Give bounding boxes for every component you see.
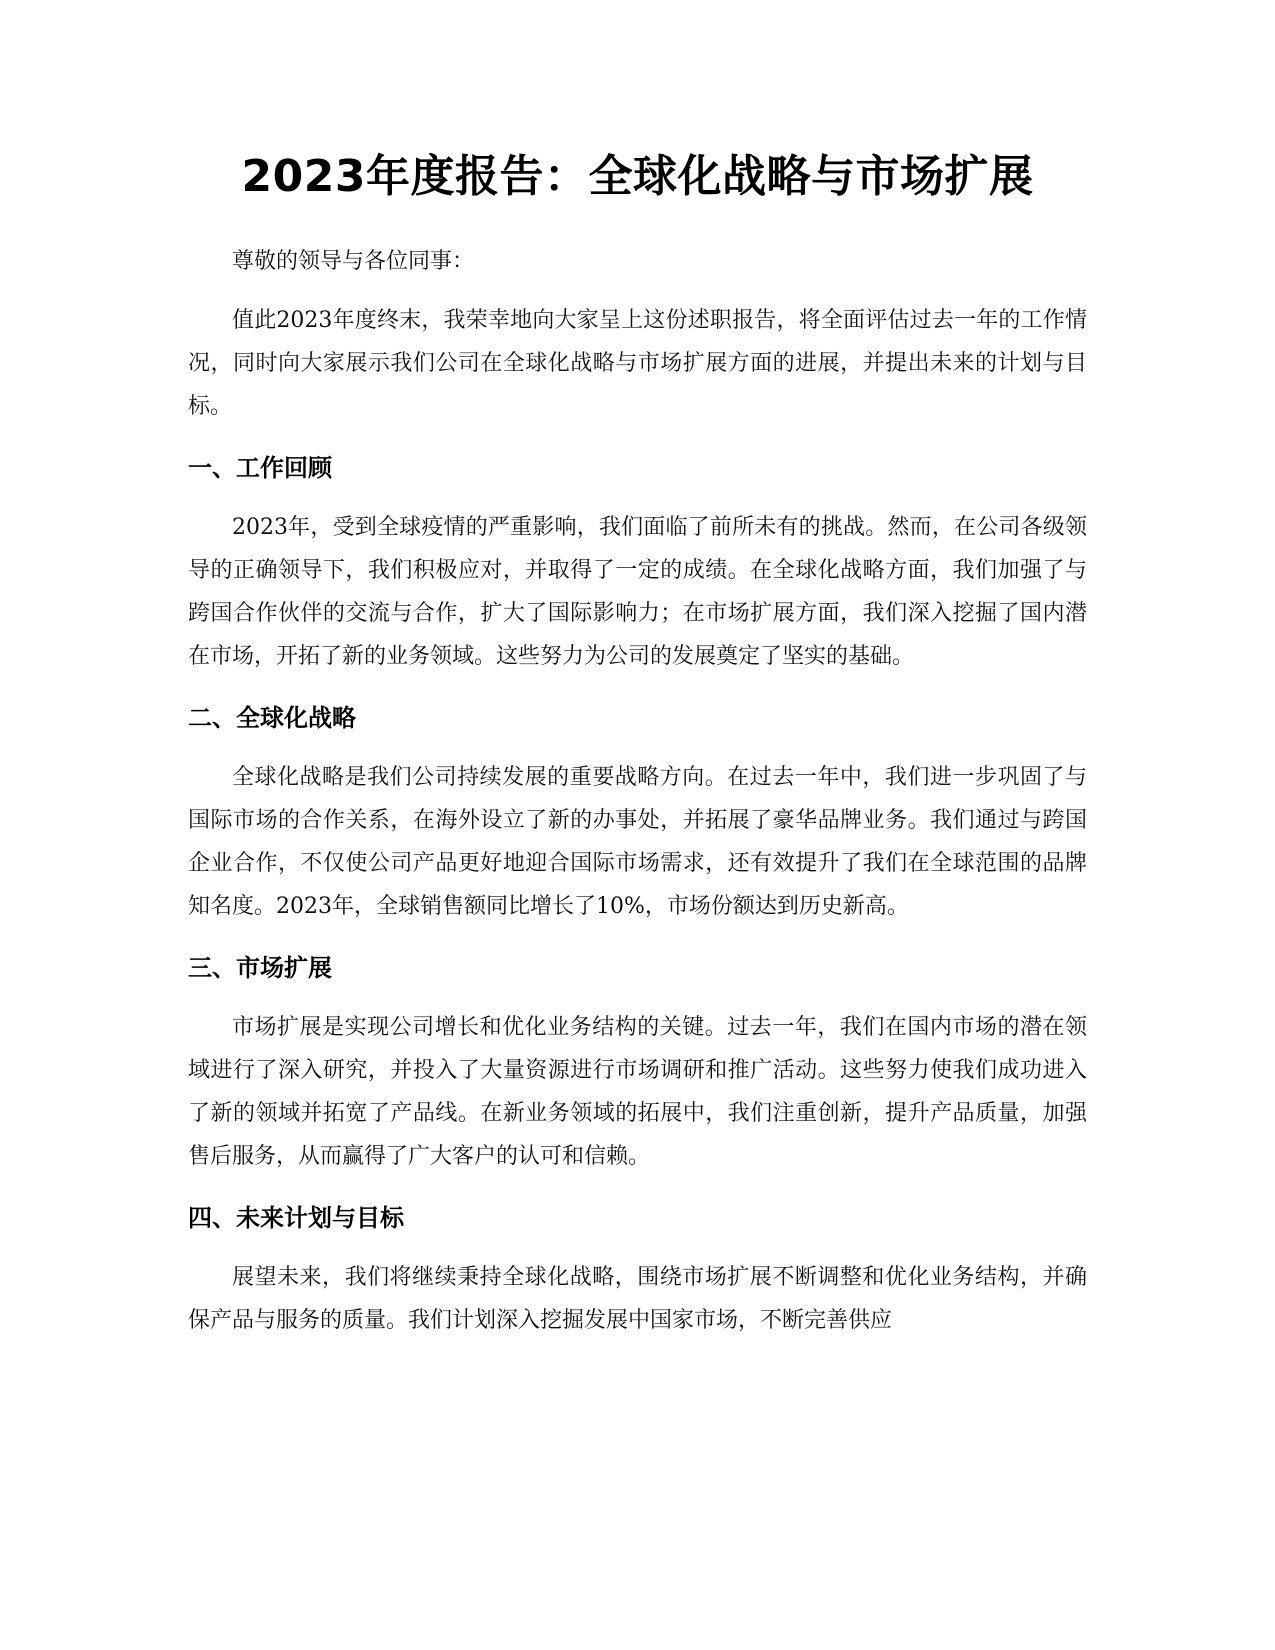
section-heading-work-review: 一、工作回顾 [188, 454, 332, 482]
section-heading-market-expansion: 三、市场扩展 [188, 954, 332, 982]
section-body-market-expansion: 市场扩展是实现公司增长和优化业务结构的关键。过去一年，我们在国内市场的潜在领域进行了深入研究，并投入了大量资源进行市场调研和推广活动。这些努力使我们成功进入了新的领域并拓宽了产品线。在新业务领域的拓展中，我们注重创新，提升产品质量，加强售后服务，从而赢得了广大客户的认可和信赖。 [188, 1015, 1087, 1169]
intro-paragraph: 值此2023年度终末，我荣幸地向大家呈上这份述职报告，将全面评估过去一年的工作情况，同时向大家展示我们公司在全球化战略与市场扩展方面的进展，并提出未来的计划与目标。 [188, 308, 1087, 419]
section-body-global-strategy: 全球化战略是我们公司持续发展的重要战略方向。在过去一年中，我们进一步巩固了与国际市场的合作关系，在海外设立了新的办事处，并拓展了豪华品牌业务。我们通过与跨国企业合作，不仅使公司产品更好地迎合国际市场需求，还有效提升了我们在全球范围的品牌知名度。2023年，全球销售额同比增长了10%，市场份额达到历史新高。 [188, 765, 1087, 919]
section-body-work-review: 2023年，受到全球疫情的严重影响，我们面临了前所未有的挑战。然而，在公司各级领导的正确领导下，我们积极应对，并取得了一定的成绩。在全球化战略方面，我们加强了与跨国合作伙伴的交流与合作，扩大了国际影响力；在市场扩展方面，我们深入挖掘了国内潜在市场，开拓了新的业务领域。这些努力为公司的发展奠定了坚实的基础。 [188, 515, 1087, 669]
section-body-future-plans: 展望未来，我们将继续秉持全球化战略，围绕市场扩展不断调整和优化业务结构，并确保产品与服务的质量。我们计划深入挖掘发展中国家市场，不断完善供应 [188, 1265, 1087, 1333]
salutation: 尊敬的领导与各位同事： [232, 249, 475, 274]
section-heading-future-plans: 四、未来计划与目标 [188, 1204, 404, 1232]
page-title: 2023年度报告：全球化战略与市场扩展 [241, 151, 1034, 202]
section-heading-global-strategy: 二、全球化战略 [188, 704, 356, 732]
